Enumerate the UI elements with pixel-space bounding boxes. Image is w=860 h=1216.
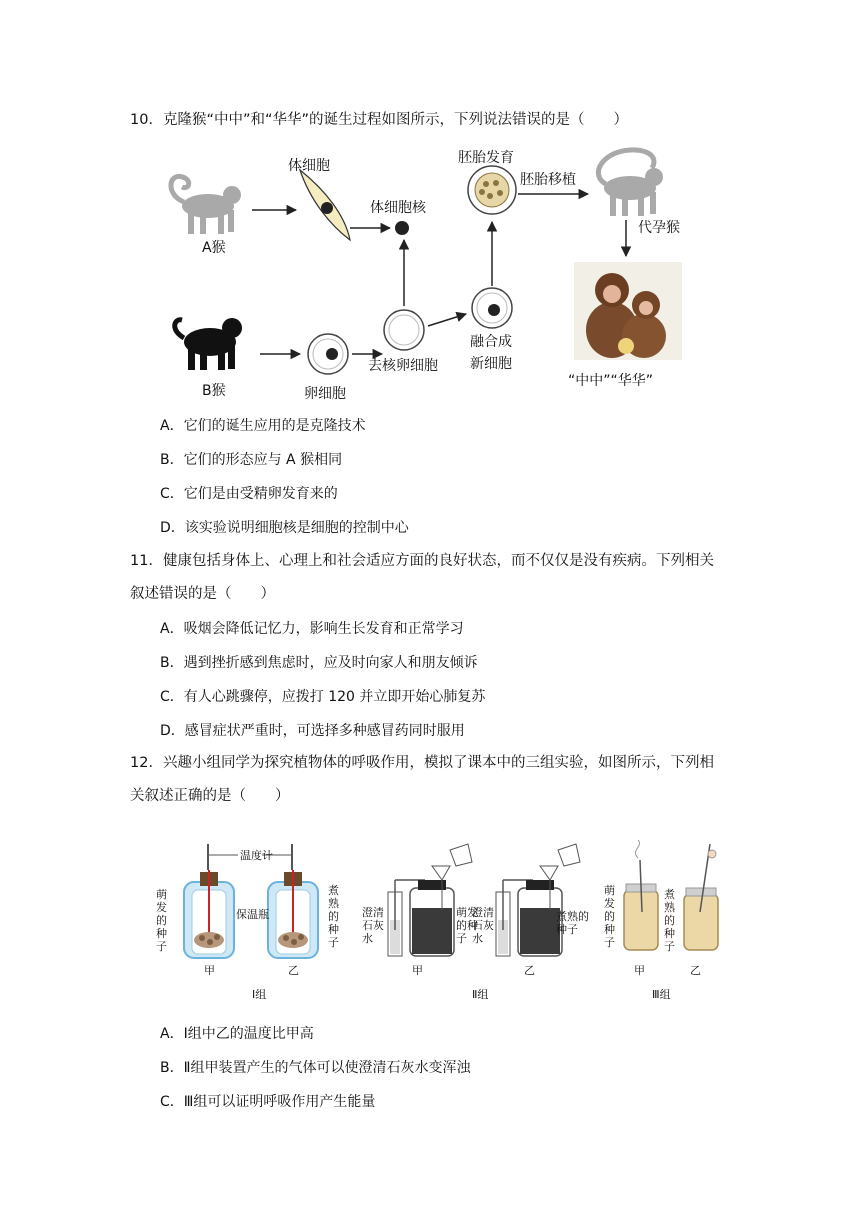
label-thermometer: 温度计 [240, 849, 273, 862]
q11-option-a: A．吸烟会降低记忆力，影响生长发育和正常学习 [160, 621, 464, 637]
label-g1-jia: 甲 [204, 964, 215, 977]
label-sprouted-seeds-3: 萌发的种子 [604, 884, 615, 949]
q10-cloning-figure [160, 140, 700, 400]
enucleated-egg-icon [384, 310, 424, 350]
label-enucleated-egg: 去核卵细胞 [368, 358, 438, 374]
thermos-jia-icon [184, 870, 234, 958]
q12-stem-line2: 关叙述正确的是（ ） [130, 788, 290, 804]
embryo-icon [468, 166, 516, 214]
q12-option-c: C．Ⅲ组可以证明呼吸作用产生能量 [160, 1094, 376, 1110]
label-somatic-cell: 体细胞 [288, 158, 330, 174]
jar-jia-icon [624, 840, 658, 950]
label-limewater-1: 澄清石灰水 [362, 906, 384, 945]
cloned-monkeys-photo [574, 262, 682, 360]
q12-stem-line1: 12．兴趣小组同学为探究植物体的呼吸作用，模拟了课本中的三组实验，如图所示，下列相 [130, 755, 714, 771]
label-fused-line2: 新细胞 [470, 356, 512, 372]
q12-option-a: A．Ⅰ组中乙的温度比甲高 [160, 1026, 314, 1042]
label-group2: Ⅱ组 [472, 988, 489, 1001]
q11-stem-line1: 11．健康包括身体上、心理上和社会适应方面的良好状态，而不仅仅是没有疾病。下列相关 [130, 553, 714, 569]
q10-option-c: C．它们是由受精卵发育来的 [160, 486, 338, 502]
label-embryo-dev: 胚胎发育 [458, 150, 514, 166]
q10-option-d: D．该实验说明细胞核是细胞的控制中心 [160, 520, 409, 536]
thermos-yi-icon [268, 870, 318, 958]
monkey-a-icon [171, 176, 241, 234]
q12-respiration-figure [150, 840, 740, 1010]
q11-option-b: B．遇到挫折感到焦虑时，应及时向家人和朋友倾诉 [160, 655, 478, 671]
somatic-nucleus-icon [395, 221, 409, 235]
label-surrogate: 代孕猴 [638, 220, 680, 236]
label-sprouted-seeds-1: 萌发的种子 [156, 888, 167, 953]
q10-option-a: A．它们的诞生应用的是克隆技术 [160, 418, 366, 434]
q11-stem [130, 545, 740, 611]
label-g3-jia: 甲 [634, 964, 645, 977]
label-group3: Ⅲ组 [652, 988, 671, 1001]
label-cooked-seeds-3: 煮熟的种子 [664, 888, 675, 953]
somatic-cell-icon [300, 170, 350, 240]
label-cloned-names: “中中”“华华” [568, 373, 654, 389]
label-somatic-nucleus: 体细胞核 [370, 200, 426, 216]
q12-stem [130, 747, 740, 813]
q11-option-d: D．感冒症状严重时，可选择多种感冒药同时服用 [160, 723, 465, 739]
jar-yi-icon [684, 844, 718, 950]
label-group1: Ⅰ组 [252, 988, 267, 1001]
q11-stem-line2: 叙述错误的是（ ） [130, 586, 275, 602]
label-embryo-transfer: 胚胎移植 [520, 172, 576, 188]
label-limewater-2: 澄清石灰水 [472, 906, 494, 945]
label-monkey-b: B猴 [202, 383, 226, 399]
label-fused-line1: 融合成 [470, 334, 512, 350]
q12-option-b: B．Ⅱ组甲装置产生的气体可以使澄清石灰水变浑浊 [160, 1060, 471, 1076]
monkey-b-icon [175, 318, 242, 370]
label-cooked-seeds-1: 煮熟的种子 [328, 884, 339, 949]
q10-option-b: B．它们的形态应与 A 猴相同 [160, 452, 343, 468]
label-g1-yi: 乙 [288, 964, 299, 977]
fused-cell-icon [472, 288, 512, 328]
label-cooked-seeds-2: 煮熟的种子 [556, 910, 589, 936]
egg-cell-icon [308, 334, 348, 374]
label-sprouted-seeds-2: 萌发的种子 [456, 906, 478, 945]
surrogate-monkey-icon [598, 150, 663, 216]
q11-option-c: C．有人心跳骤停，应拨打 120 并立即开始心肺复苏 [160, 689, 486, 705]
q10-stem: 10．克隆猴“中中”和“华华”的诞生过程如图所示，下列说法错误的是（ ） [130, 112, 628, 128]
label-g2-jia: 甲 [412, 964, 423, 977]
label-g2-yi: 乙 [524, 964, 535, 977]
label-g3-yi: 乙 [690, 964, 701, 977]
label-thermos: 保温瓶 [236, 908, 269, 921]
label-egg-cell: 卵细胞 [304, 386, 346, 400]
label-monkey-a: A猴 [202, 240, 226, 256]
